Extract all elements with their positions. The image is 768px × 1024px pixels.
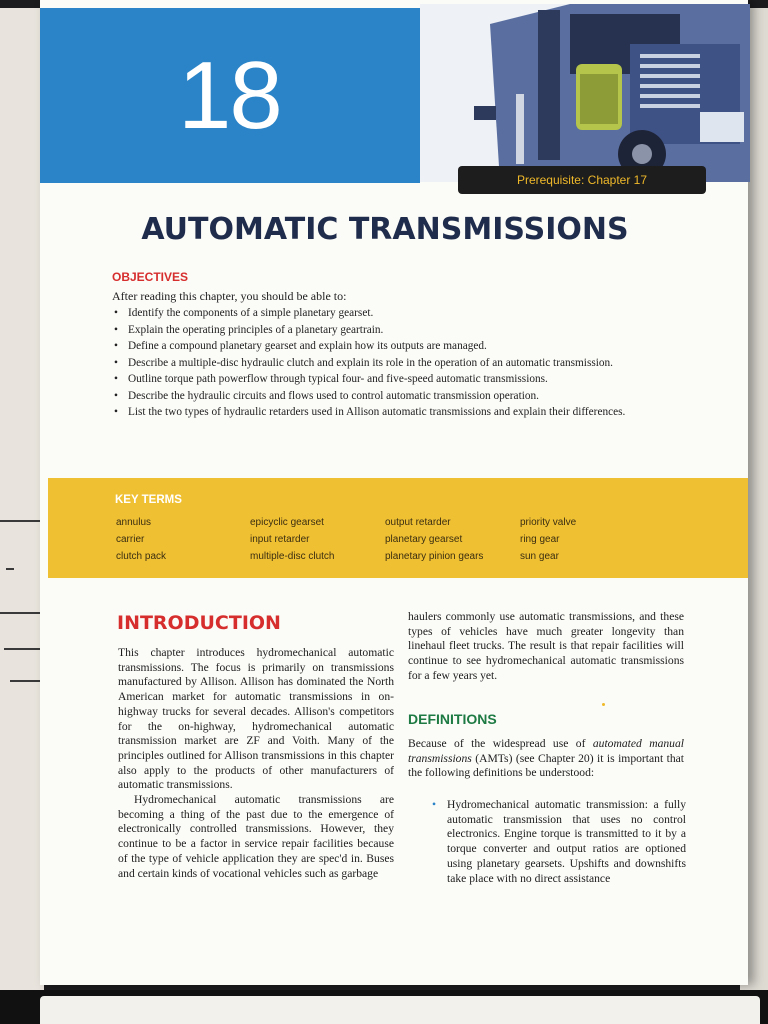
key-term: sun gear [520, 551, 559, 562]
key-term: output retarder [385, 517, 451, 528]
key-term: epicyclic gearset [250, 517, 324, 528]
chapter-title: AUTOMATIC TRANSMISSIONS [141, 212, 629, 247]
objective-item: • Explain the operating principles of a planetary geartrain. [112, 323, 672, 337]
objectives-heading: OBJECTIVES [112, 270, 189, 284]
book-next-page-edge [40, 996, 760, 1024]
page-edge-mark [10, 680, 40, 682]
objective-item: • Identify the components of a simple planetary gearset. [112, 306, 672, 320]
objective-item: • Describe the hydraulic circuits and flows used to control automatic transmission operation. [112, 389, 672, 403]
key-term: planetary gearset [385, 534, 463, 545]
key-terms-heading: KEY TERMS [115, 494, 182, 506]
key-term: clutch pack [116, 551, 167, 562]
book-page [40, 0, 748, 985]
introduction-paragraph: This chapter introduces hydromechanical automatic transmissions. The focus is primarily on transmissions manufactured by Allison. Allison has dominated the North American market for automatic transmissions in on-highway trucks for several decades. Allison's competitors for the on-highway, hydromechanical automatic transmission market are ZF and Voith. Many of the principles outlined for Allison transmissions in this chapter also apply to the products of other manufacturers of automatic transmissions. [118, 646, 394, 792]
definition-item: • Hydromechanical automatic transmission: a fully automatic transmission that uses no control electronics. Engine torque is transmitted to it by a torque converter and output ratios are optioned using planetary gearsets. Upshifts and downshifts take place with no direct assistance [432, 798, 686, 886]
prerequisite-badge: Prerequisite: Chapter 17 [458, 166, 706, 194]
key-terms-column [520, 514, 576, 565]
definitions-intro-text: Because of the widespread use of [408, 737, 593, 750]
key-term: priority valve [520, 517, 577, 528]
truck-photo-icon [420, 4, 750, 182]
key-term: carrier [116, 534, 145, 545]
key-terms-column [385, 514, 483, 565]
introduction-paragraph: Hydromechanical automatic transmissions are becoming a thing of the past due to the emergence of electronically controlled transmissions. However, they continue to be a factor in service repair facilities because of the type of vehicle application they are spec'd in. Buses and certain kinds of vocational vehicles such as garbage [118, 793, 394, 880]
introduction-heading: INTRODUCTION [117, 612, 281, 634]
book-left-page-edge [0, 8, 44, 998]
key-term: annulus [116, 517, 152, 528]
introduction-continuation: haulers commonly use automatic transmissions, and these types of vehicles have much greater longevity than linehaul fleet trucks. The result is that repair facilities will continue to see hydromechanical automatic transmissions for a few years yet. [408, 610, 684, 682]
key-terms-column [116, 514, 166, 565]
key-term: planetary pinion gears [385, 551, 484, 562]
definitions-intro [408, 737, 684, 781]
objective-item: • Define a compound planetary gearset and explain how its outputs are managed. [112, 339, 672, 353]
definitions-heading: DEFINITIONS [408, 711, 497, 727]
objectives-list [112, 306, 672, 422]
key-terms-band [48, 478, 748, 578]
page-edge-mark [0, 520, 40, 522]
key-term: input retarder [250, 534, 310, 545]
decorative-dot [602, 703, 605, 706]
objective-item: • Describe a multiple-disc hydraulic clutch and explain its role in the operation of an automatic transmission. [112, 356, 672, 370]
chapter-number-block [40, 8, 420, 183]
definitions-intro-emphasis: automated manual transmissions [408, 737, 685, 765]
key-term: multiple-disc clutch [250, 551, 335, 562]
objective-item: • List the two types of hydraulic retarders used in Allison automatic transmissions and explain their differences. [112, 405, 672, 419]
right-text-column [408, 610, 684, 684]
chapter-number: 18 [178, 42, 281, 149]
page-edge-mark [4, 648, 40, 650]
page-edge-mark [6, 568, 14, 570]
definitions-intro-text: (AMTs) (see Chapter 20) it is important that the following definitions be understood: [408, 751, 684, 780]
objectives-intro: After reading this chapter, you should be able to: [112, 289, 347, 303]
definitions-list [432, 798, 686, 886]
key-terms-column [250, 514, 334, 565]
left-text-column [118, 646, 394, 881]
objective-item: • Outline torque path powerflow through typical four- and five-speed automatic transmissions. [112, 372, 672, 386]
key-term: ring gear [520, 534, 560, 545]
page-edge-mark [0, 612, 44, 614]
